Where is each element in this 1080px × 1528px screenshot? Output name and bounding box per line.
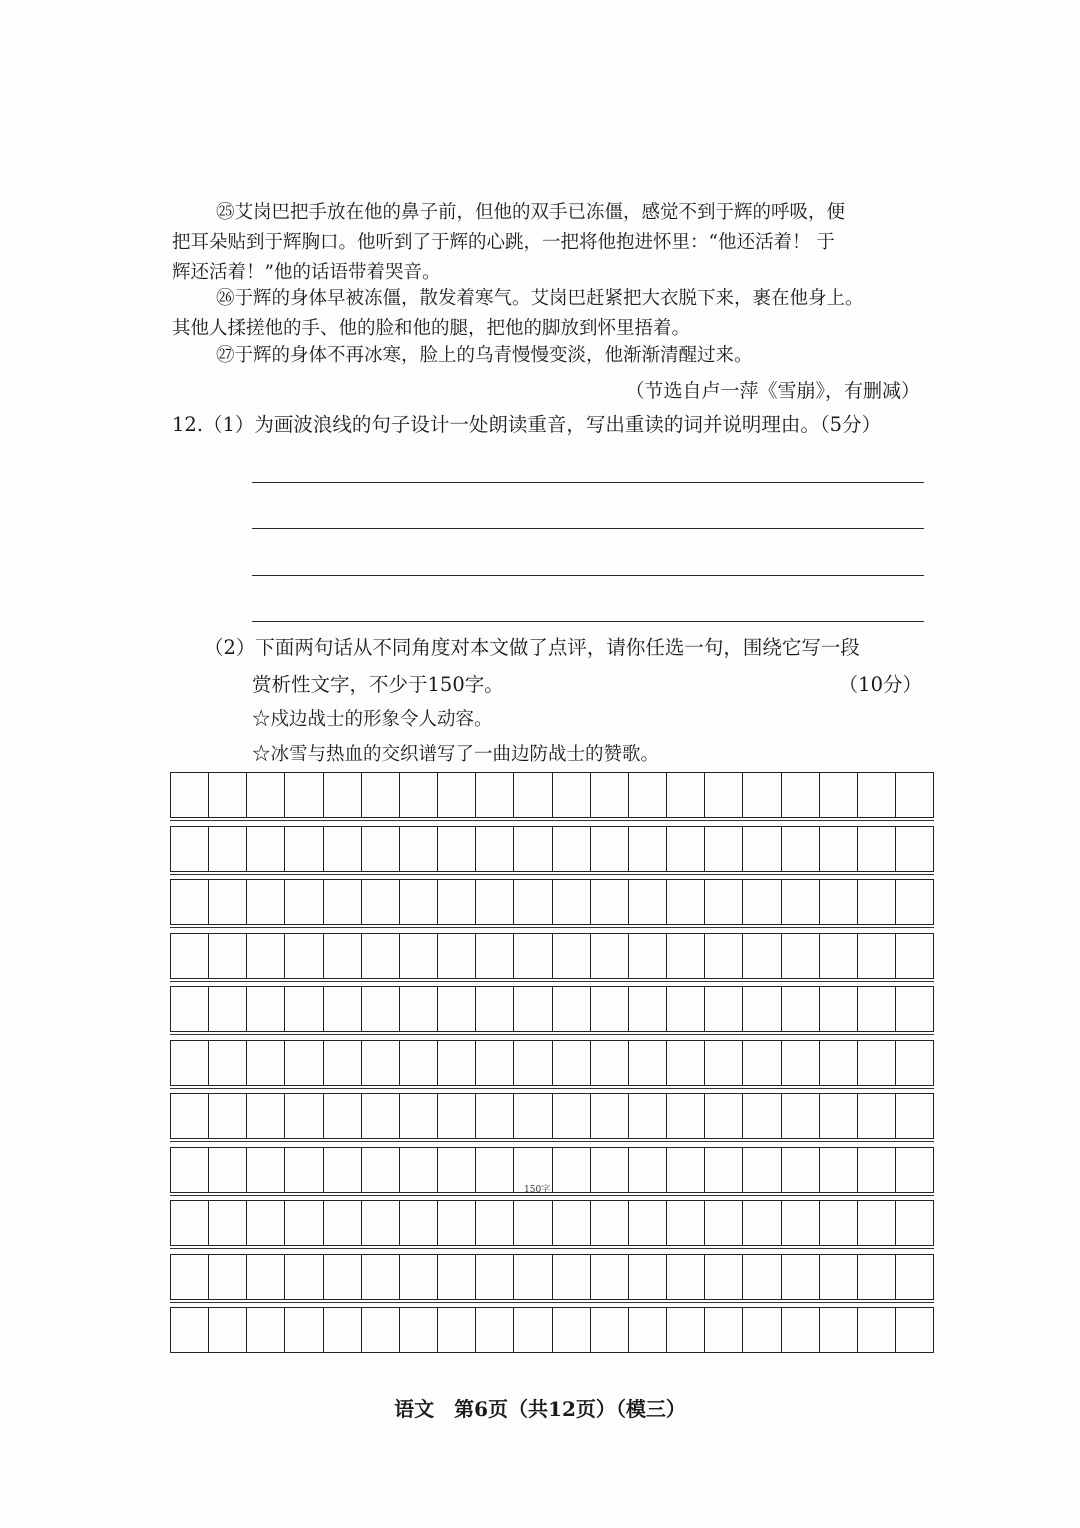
grid-cell[interactable] (591, 934, 629, 978)
grid-cell[interactable] (285, 827, 323, 871)
grid-cell[interactable] (400, 1041, 438, 1085)
grid-cell[interactable] (705, 987, 743, 1031)
grid-cell[interactable] (705, 1308, 743, 1352)
grid-cell[interactable] (782, 987, 820, 1031)
grid-cell[interactable] (705, 1041, 743, 1085)
grid-gap-line (170, 1248, 934, 1249)
grid-cell[interactable] (896, 880, 934, 924)
grid-cell[interactable] (324, 1201, 362, 1245)
grid-cell[interactable] (247, 1201, 285, 1245)
grid-cell[interactable] (553, 1148, 591, 1192)
grid-cell[interactable] (324, 880, 362, 924)
grid-cell[interactable] (553, 987, 591, 1031)
grid-cell[interactable] (362, 1255, 400, 1299)
grid-cell[interactable] (170, 1255, 209, 1299)
grid-cell[interactable] (743, 1201, 781, 1245)
grid-cell[interactable] (285, 1148, 323, 1192)
grid-cell[interactable] (209, 880, 247, 924)
answer-line-1[interactable] (252, 482, 924, 483)
grid-cell[interactable] (362, 1201, 400, 1245)
paragraph-27-line-1: ㉗于辉的身体不再冰寒，脸上的乌青慢慢变淡，他渐渐清醒过来。 (216, 345, 753, 366)
grid-cell[interactable] (170, 1148, 209, 1192)
grid-cell[interactable] (896, 1201, 934, 1245)
answer-line-4[interactable] (252, 621, 924, 622)
grid-cell[interactable] (629, 934, 667, 978)
grid-cell[interactable] (667, 827, 705, 871)
grid-cell[interactable] (896, 1148, 934, 1192)
grid-cell[interactable] (285, 880, 323, 924)
question-12-part-1: 12.（1）为画波浪线的句子设计一处朗读重音，写出重读的词并说明理由。（5分） (172, 413, 882, 436)
grid-cell[interactable] (170, 987, 209, 1031)
grid-cell[interactable] (170, 1041, 209, 1085)
grid-cell[interactable] (705, 827, 743, 871)
grid-cell[interactable] (667, 934, 705, 978)
grid-cell[interactable] (667, 1094, 705, 1138)
grid-cell[interactable] (209, 987, 247, 1031)
grid-cell[interactable] (209, 1148, 247, 1192)
grid-cell[interactable] (324, 1308, 362, 1352)
grid-cell[interactable] (782, 1094, 820, 1138)
grid-row (170, 879, 934, 925)
grid-cell[interactable] (667, 1255, 705, 1299)
grid-cell[interactable] (400, 987, 438, 1031)
grid-cell[interactable] (247, 1255, 285, 1299)
comment-prompt-1: ☆戍边战士的形象令人动容。 (252, 709, 493, 730)
grid-cell[interactable] (400, 1148, 438, 1192)
grid-cell[interactable] (858, 934, 896, 978)
grid-cell[interactable] (438, 880, 476, 924)
grid-cell[interactable] (629, 773, 667, 817)
grid-cell[interactable] (285, 1094, 323, 1138)
grid-cell[interactable] (553, 1041, 591, 1085)
answer-line-3[interactable] (252, 575, 924, 576)
grid-cell[interactable] (667, 773, 705, 817)
grid-cell[interactable] (400, 1308, 438, 1352)
grid-cell[interactable] (476, 1255, 514, 1299)
grid-cell[interactable] (591, 1201, 629, 1245)
grid-cell[interactable] (362, 1308, 400, 1352)
grid-gap-line (170, 1141, 934, 1142)
grid-cell[interactable] (247, 880, 285, 924)
grid-cell[interactable] (591, 1308, 629, 1352)
grid-cell[interactable] (553, 773, 591, 817)
grid-cell[interactable] (514, 934, 552, 978)
grid-cell[interactable] (858, 773, 896, 817)
grid-cell[interactable] (170, 1201, 209, 1245)
grid-cell[interactable] (285, 1201, 323, 1245)
grid-cell[interactable] (896, 1041, 934, 1085)
grid-cell[interactable] (782, 934, 820, 978)
grid-cell[interactable] (247, 827, 285, 871)
grid-cell[interactable] (400, 1201, 438, 1245)
paragraph-25-line-2: 把耳朵贴到于辉胸口。他听到了于辉的心跳，一把将他抱进怀里：“他还活着！ 于 (172, 232, 835, 253)
grid-cell[interactable] (170, 1094, 209, 1138)
grid-row (170, 933, 934, 979)
grid-cell[interactable] (209, 827, 247, 871)
grid-cell[interactable] (362, 987, 400, 1031)
grid-cell[interactable] (514, 1308, 552, 1352)
grid-cell[interactable] (629, 1201, 667, 1245)
grid-cell[interactable] (209, 773, 247, 817)
grid-cell[interactable] (705, 1148, 743, 1192)
grid-cell[interactable] (209, 1308, 247, 1352)
grid-cell[interactable] (209, 1255, 247, 1299)
grid-cell[interactable] (782, 827, 820, 871)
grid-cell[interactable] (514, 827, 552, 871)
grid-cell[interactable] (591, 1094, 629, 1138)
grid-cell[interactable] (858, 1308, 896, 1352)
grid-cell[interactable] (285, 773, 323, 817)
paragraph-27 (172, 341, 928, 371)
grid-gap-line (170, 874, 934, 875)
grid-cell[interactable] (820, 987, 858, 1031)
grid-cell[interactable] (705, 934, 743, 978)
grid-cell[interactable] (820, 934, 858, 978)
grid-cell[interactable] (743, 934, 781, 978)
grid-cell[interactable] (170, 1308, 209, 1352)
grid-cell[interactable] (438, 1041, 476, 1085)
grid-cell[interactable] (438, 1148, 476, 1192)
grid-row (170, 826, 934, 872)
grid-cell[interactable] (858, 1201, 896, 1245)
grid-row (170, 1040, 934, 1086)
grid-cell[interactable] (553, 1094, 591, 1138)
grid-cell[interactable] (782, 1255, 820, 1299)
grid-row (170, 1307, 934, 1353)
grid-cell[interactable] (743, 1255, 781, 1299)
grid-cell[interactable] (743, 880, 781, 924)
grid-cell[interactable] (705, 773, 743, 817)
grid-cell[interactable] (514, 880, 552, 924)
grid-cell[interactable] (591, 1041, 629, 1085)
grid-row (170, 1200, 934, 1246)
grid-cell[interactable] (476, 987, 514, 1031)
grid-gap-line (170, 1302, 934, 1303)
grid-cell[interactable] (820, 1255, 858, 1299)
grid-cell[interactable] (247, 1308, 285, 1352)
grid-cell[interactable] (438, 934, 476, 978)
grid-cell[interactable] (438, 827, 476, 871)
grid-cell[interactable] (591, 773, 629, 817)
grid-row (170, 772, 934, 818)
grid-cell[interactable] (896, 987, 934, 1031)
grid-cell[interactable] (705, 1255, 743, 1299)
grid-cell[interactable] (170, 773, 209, 817)
grid-cell[interactable] (820, 1094, 858, 1138)
grid-cell[interactable] (170, 880, 209, 924)
grid-cell[interactable] (324, 1094, 362, 1138)
grid-cell[interactable] (858, 827, 896, 871)
grid-cell[interactable] (400, 1094, 438, 1138)
grid-cell[interactable] (400, 773, 438, 817)
grid-cell[interactable] (629, 827, 667, 871)
grid-cell[interactable] (782, 773, 820, 817)
grid-cell[interactable] (743, 773, 781, 817)
grid-gap-line (170, 1088, 934, 1089)
grid-cell[interactable] (476, 880, 514, 924)
grid-cell[interactable] (705, 1094, 743, 1138)
grid-cell[interactable] (743, 1094, 781, 1138)
grid-gap-line (170, 927, 934, 928)
grid-cell[interactable] (362, 1148, 400, 1192)
grid-cell[interactable] (247, 934, 285, 978)
grid-cell[interactable] (629, 987, 667, 1031)
grid-cell[interactable] (514, 1041, 552, 1085)
grid-cell[interactable] (553, 1308, 591, 1352)
grid-row (170, 986, 934, 1032)
grid-cell[interactable] (820, 880, 858, 924)
grid-cell[interactable] (362, 827, 400, 871)
grid-cell[interactable] (476, 1201, 514, 1245)
grid-cell[interactable] (667, 880, 705, 924)
grid-cell[interactable] (438, 1308, 476, 1352)
grid-cell[interactable] (820, 827, 858, 871)
grid-cell[interactable] (858, 880, 896, 924)
grid-cell[interactable] (247, 1041, 285, 1085)
grid-cell[interactable] (553, 880, 591, 924)
grid-cell[interactable] (209, 1201, 247, 1245)
grid-cell[interactable] (362, 880, 400, 924)
grid-cell[interactable] (667, 987, 705, 1031)
grid-cell[interactable] (285, 934, 323, 978)
grid-cell[interactable] (285, 1255, 323, 1299)
grid-cell[interactable] (476, 1308, 514, 1352)
grid-cell[interactable] (820, 1148, 858, 1192)
grid-cell[interactable] (896, 934, 934, 978)
grid-cell[interactable] (667, 1148, 705, 1192)
grid-cell[interactable] (285, 987, 323, 1031)
grid-gap-line (170, 1195, 934, 1196)
grid-gap-line (170, 981, 934, 982)
grid-cell[interactable] (247, 773, 285, 817)
grid-cell[interactable] (782, 1201, 820, 1245)
grid-cell[interactable] (705, 1201, 743, 1245)
grid-cell[interactable] (896, 773, 934, 817)
grid-cell[interactable] (324, 987, 362, 1031)
grid-cell[interactable] (324, 773, 362, 817)
paragraph-25 (172, 198, 928, 288)
grid-cell[interactable] (553, 1255, 591, 1299)
grid-cell[interactable] (591, 1148, 629, 1192)
grid-cell[interactable] (820, 1041, 858, 1085)
grid-cell[interactable] (514, 1201, 552, 1245)
grid-cell[interactable] (476, 1041, 514, 1085)
grid-cell[interactable] (858, 1255, 896, 1299)
grid-cell[interactable] (820, 1201, 858, 1245)
grid-cell[interactable] (438, 1094, 476, 1138)
grid-cell[interactable] (247, 987, 285, 1031)
grid-row (170, 1147, 934, 1193)
grid-cell[interactable] (514, 987, 552, 1031)
grid-cell[interactable] (743, 1308, 781, 1352)
grid-cell[interactable] (629, 1148, 667, 1192)
grid-cell[interactable] (514, 1094, 552, 1138)
grid-cell[interactable] (400, 827, 438, 871)
grid-cell[interactable] (209, 934, 247, 978)
grid-cell[interactable] (514, 1255, 552, 1299)
grid-cell[interactable] (896, 1094, 934, 1138)
grid-cell[interactable] (285, 1308, 323, 1352)
grid-cell[interactable] (667, 1308, 705, 1352)
grid-cell[interactable] (324, 1041, 362, 1085)
grid-cell[interactable] (896, 827, 934, 871)
grid-cell[interactable] (553, 827, 591, 871)
grid-cell[interactable] (629, 1094, 667, 1138)
grid-cell[interactable] (438, 987, 476, 1031)
page-footer: 语文 第6页（共12页）（模三） (394, 1397, 686, 1421)
grid-cell[interactable] (247, 1148, 285, 1192)
grid-cell[interactable] (362, 934, 400, 978)
grid-cell[interactable] (400, 934, 438, 978)
grid-row (170, 1093, 934, 1139)
grid-cell[interactable] (858, 987, 896, 1031)
grid-cell[interactable] (553, 934, 591, 978)
grid-cell[interactable] (514, 773, 552, 817)
grid-cell[interactable] (170, 934, 209, 978)
grid-cell[interactable] (247, 1094, 285, 1138)
paragraph-25-line-3: 辉还活着！”他的话语带着哭音。 (172, 262, 441, 283)
grid-cell[interactable] (476, 1148, 514, 1192)
question-12-part-2-line-2: 赏析性文字，不少于150字。 (252, 673, 504, 696)
grid-cell[interactable] (362, 1041, 400, 1085)
passage-source: （节选自卢一萍《雪崩》，有删减） (625, 380, 920, 402)
grid-cell[interactable] (782, 1041, 820, 1085)
grid-cell[interactable] (705, 880, 743, 924)
grid-cell[interactable] (170, 827, 209, 871)
grid-cell[interactable] (438, 1255, 476, 1299)
grid-cell[interactable] (820, 773, 858, 817)
grid-cell[interactable] (362, 773, 400, 817)
paragraph-25-line-1: ㉕艾岗巴把手放在他的鼻子前，但他的双手已冻僵，感觉不到于辉的呼吸，便 (216, 202, 846, 223)
grid-cell[interactable] (743, 1148, 781, 1192)
grid-cell[interactable] (209, 1094, 247, 1138)
grid-gap-line (170, 820, 934, 821)
grid-cell[interactable] (476, 773, 514, 817)
grid-cell[interactable] (629, 1041, 667, 1085)
question-12-part-2-points: （10分） (838, 673, 922, 696)
grid-cell[interactable] (591, 827, 629, 871)
grid-cell[interactable] (209, 1041, 247, 1085)
grid-cell[interactable] (629, 1255, 667, 1299)
grid-cell[interactable] (743, 1041, 781, 1085)
grid-cell[interactable] (820, 1308, 858, 1352)
grid-cell[interactable] (858, 1094, 896, 1138)
grid-cell[interactable] (629, 880, 667, 924)
grid-cell[interactable] (438, 1201, 476, 1245)
grid-cell[interactable] (324, 934, 362, 978)
grid-cell[interactable] (743, 827, 781, 871)
grid-cell[interactable] (858, 1041, 896, 1085)
grid-cell[interactable] (476, 1094, 514, 1138)
grid-cell[interactable] (324, 1148, 362, 1192)
paragraph-26 (172, 284, 928, 344)
grid-cell[interactable] (782, 1148, 820, 1192)
word-count-mark-150: 150字 (524, 1185, 551, 1195)
grid-cell[interactable] (362, 1094, 400, 1138)
grid-cell[interactable] (667, 1201, 705, 1245)
grid-cell[interactable] (553, 1201, 591, 1245)
paragraph-26-line-2: 其他人揉搓他的手、他的脸和他的腿，把他的脚放到怀里捂着。 (172, 318, 691, 339)
grid-cell[interactable] (438, 773, 476, 817)
answer-line-2[interactable] (252, 528, 924, 529)
grid-cell[interactable] (896, 1308, 934, 1352)
grid-cell[interactable] (400, 1255, 438, 1299)
comment-prompt-2: ☆冰雪与热血的交织谱写了一曲边防战士的赞歌。 (252, 744, 660, 765)
grid-cell[interactable] (629, 1308, 667, 1352)
grid-cell[interactable] (591, 880, 629, 924)
grid-cell[interactable] (896, 1255, 934, 1299)
grid-gap-line (170, 1034, 934, 1035)
grid-cell[interactable] (858, 1148, 896, 1192)
grid-cell[interactable] (743, 987, 781, 1031)
question-12-part-2-line-1: （2）下面两句话从不同角度对本文做了点评，请你任选一句，围绕它写一段 (204, 636, 860, 659)
grid-cell[interactable] (400, 880, 438, 924)
grid-cell[interactable] (476, 934, 514, 978)
grid-cell[interactable] (324, 1255, 362, 1299)
grid-cell[interactable] (782, 1308, 820, 1352)
grid-cell[interactable] (476, 827, 514, 871)
grid-cell[interactable] (591, 1255, 629, 1299)
grid-cell[interactable] (324, 827, 362, 871)
grid-row (170, 1254, 934, 1300)
grid-cell[interactable] (285, 1041, 323, 1085)
grid-cell[interactable] (782, 880, 820, 924)
paragraph-26-line-1: ㉖于辉的身体早被冻僵，散发着寒气。艾岗巴赶紧把大衣脱下来，裹在他身上。 (216, 288, 864, 309)
grid-cell[interactable] (591, 987, 629, 1031)
grid-cell[interactable] (667, 1041, 705, 1085)
